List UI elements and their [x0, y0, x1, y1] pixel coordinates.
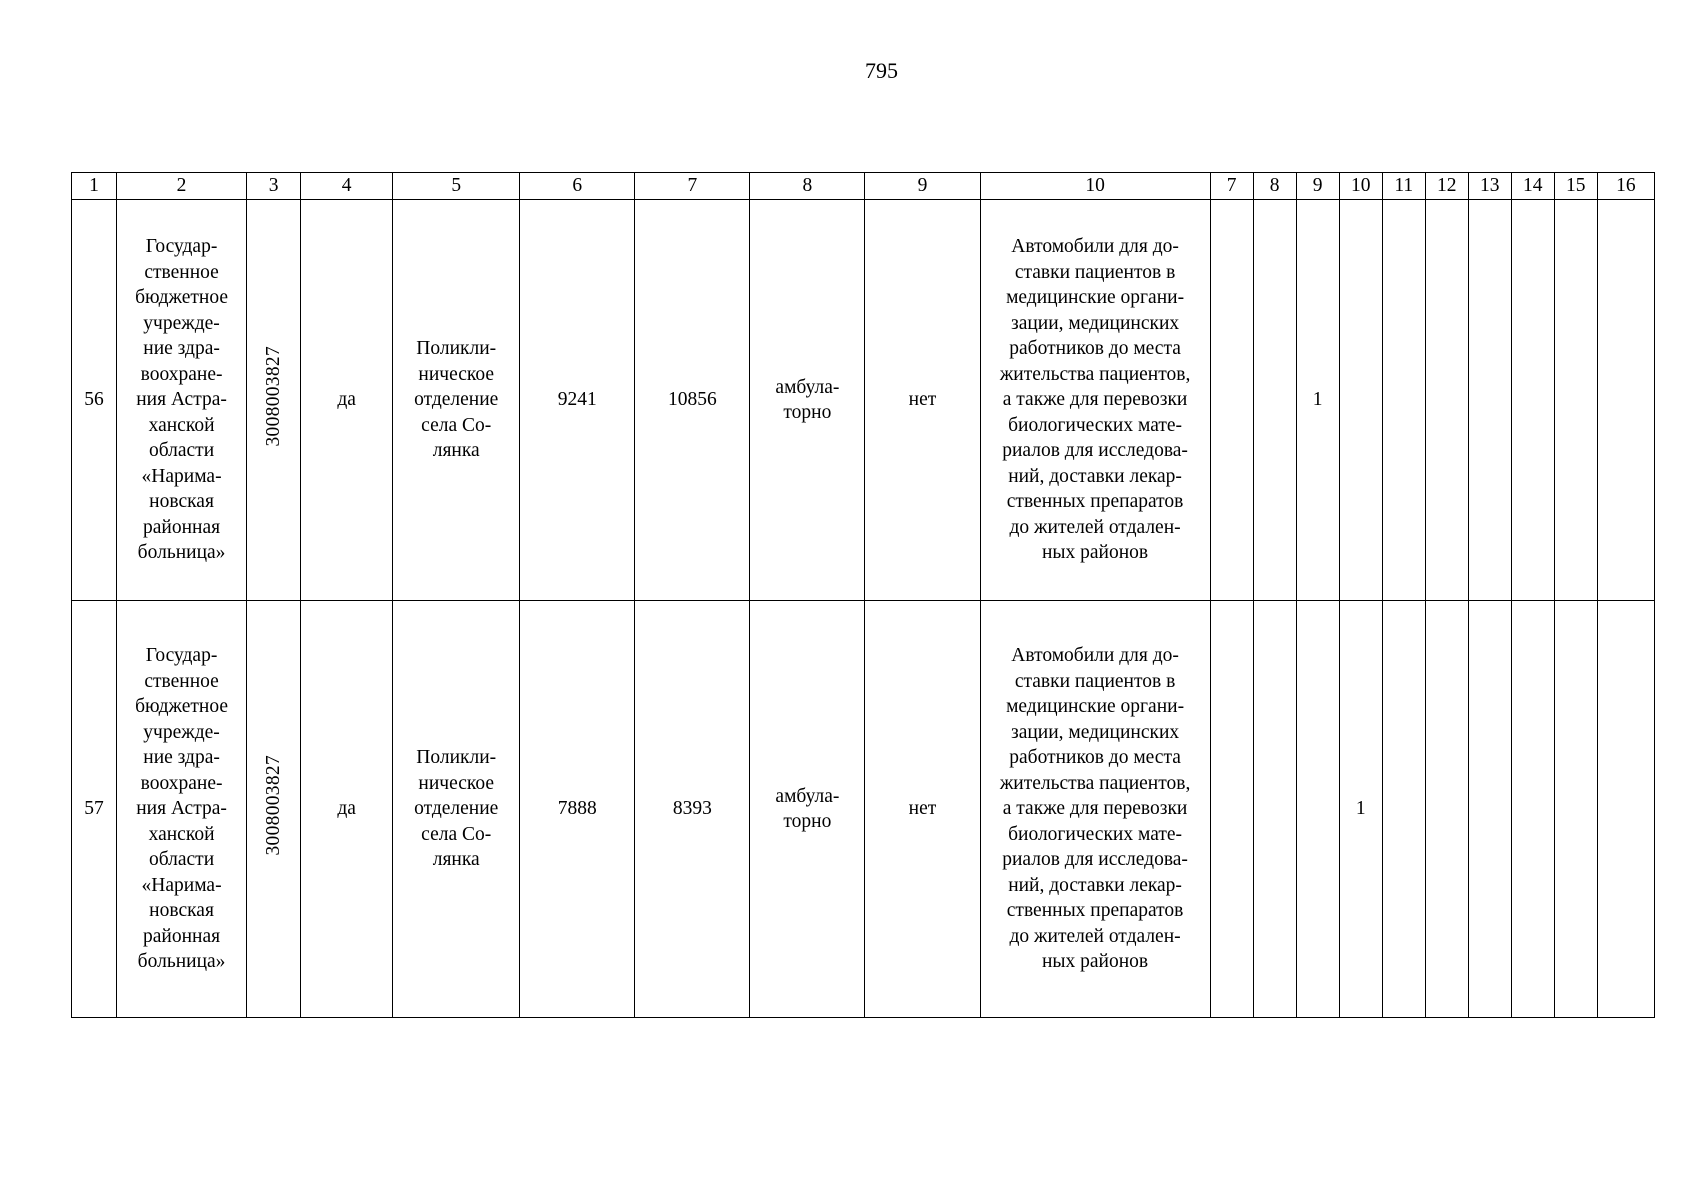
value-col7: 8393: [635, 601, 750, 1018]
column-header: 10: [980, 173, 1210, 200]
empty-cell: [1253, 200, 1296, 601]
data-table: [71, 172, 1655, 1018]
empty-cell: [1511, 601, 1554, 1018]
column-header: 9: [1296, 173, 1339, 200]
empty-cell: [1425, 601, 1468, 1018]
inn-value: 3008003827: [262, 346, 284, 447]
row-number: 56: [72, 200, 117, 601]
value-col6: 7888: [520, 601, 635, 1018]
vehicle-description: Автомобили для до- ставки пациентов в медицинские органи- зации, медицинских работников до места жительства пациентов, а также для перевозки биологических мате- риалов для исследова- ний, доставки лекар- ственных препаратов до жителей отдален- ных районов: [980, 200, 1210, 601]
value-col9: нет: [865, 601, 980, 1018]
empty-cell: [1511, 200, 1554, 601]
care-mode: амбула- торно: [750, 200, 865, 601]
column-header: 8: [750, 173, 865, 200]
column-header: 7: [1210, 173, 1253, 200]
column-header: 5: [393, 173, 520, 200]
empty-cell: [1210, 601, 1253, 1018]
value-col7: 10856: [635, 200, 750, 601]
column-header: 7: [635, 173, 750, 200]
flag-cell: да: [301, 601, 393, 1018]
flag-cell: да: [301, 200, 393, 601]
table-header-row: [72, 173, 1655, 200]
column-header: 15: [1554, 173, 1597, 200]
unit-name: Поликли- ническое отделение села Со- лянка: [393, 200, 520, 601]
empty-cell: [1597, 200, 1654, 601]
empty-cell: [1382, 200, 1425, 601]
empty-cell: [1554, 601, 1597, 1018]
table-row: [72, 200, 1655, 601]
column-header: 9: [865, 173, 980, 200]
column-header: 4: [301, 173, 393, 200]
empty-cell: [1597, 601, 1654, 1018]
page-number: 795: [865, 58, 898, 83]
value-col6: 9241: [520, 200, 635, 601]
row-number: 57: [72, 601, 117, 1018]
unit-name: Поликли- ническое отделение села Со- лянка: [393, 601, 520, 1018]
column-header: 10: [1339, 173, 1382, 200]
empty-cell: [1425, 200, 1468, 601]
organization-name: Государ- ственное бюджетное учрежде- ние здра- воохране- ния Астра- ханской области «Нарима- новская районная больница»: [117, 200, 247, 601]
column-header: 2: [117, 173, 247, 200]
inn-cell: [247, 200, 301, 601]
organization-name: Государ- ственное бюджетное учрежде- ние здра- воохране- ния Астра- ханской области «Нарима- новская районная больница»: [117, 601, 247, 1018]
empty-cell: [1382, 601, 1425, 1018]
inn-value: 3008003827: [262, 755, 284, 856]
column-header: 1: [72, 173, 117, 200]
empty-cell: [1468, 200, 1511, 601]
empty-cell: [1468, 601, 1511, 1018]
column-header: 14: [1511, 173, 1554, 200]
care-mode: амбула- торно: [750, 601, 865, 1018]
empty-cell: [1210, 200, 1253, 601]
count-col9: 1: [1296, 200, 1339, 601]
vehicle-description: Автомобили для до- ставки пациентов в медицинские органи- зации, медицинских работников до места жительства пациентов, а также для перевозки биологических мате- риалов для исследова- ний, доставки лекар- ственных препаратов до жителей отдален- ных районов: [980, 601, 1210, 1018]
count-col9: [1296, 601, 1339, 1018]
column-header: 8: [1253, 173, 1296, 200]
inn-cell: [247, 601, 301, 1018]
column-header: 16: [1597, 173, 1654, 200]
column-header: 12: [1425, 173, 1468, 200]
empty-cell: [1554, 200, 1597, 601]
column-header: 6: [520, 173, 635, 200]
table-row: [72, 601, 1655, 1018]
count-col10: [1339, 200, 1382, 601]
empty-cell: [1253, 601, 1296, 1018]
value-col9: нет: [865, 200, 980, 601]
column-header: 3: [247, 173, 301, 200]
count-col10: 1: [1339, 601, 1382, 1018]
column-header: 13: [1468, 173, 1511, 200]
column-header: 11: [1382, 173, 1425, 200]
